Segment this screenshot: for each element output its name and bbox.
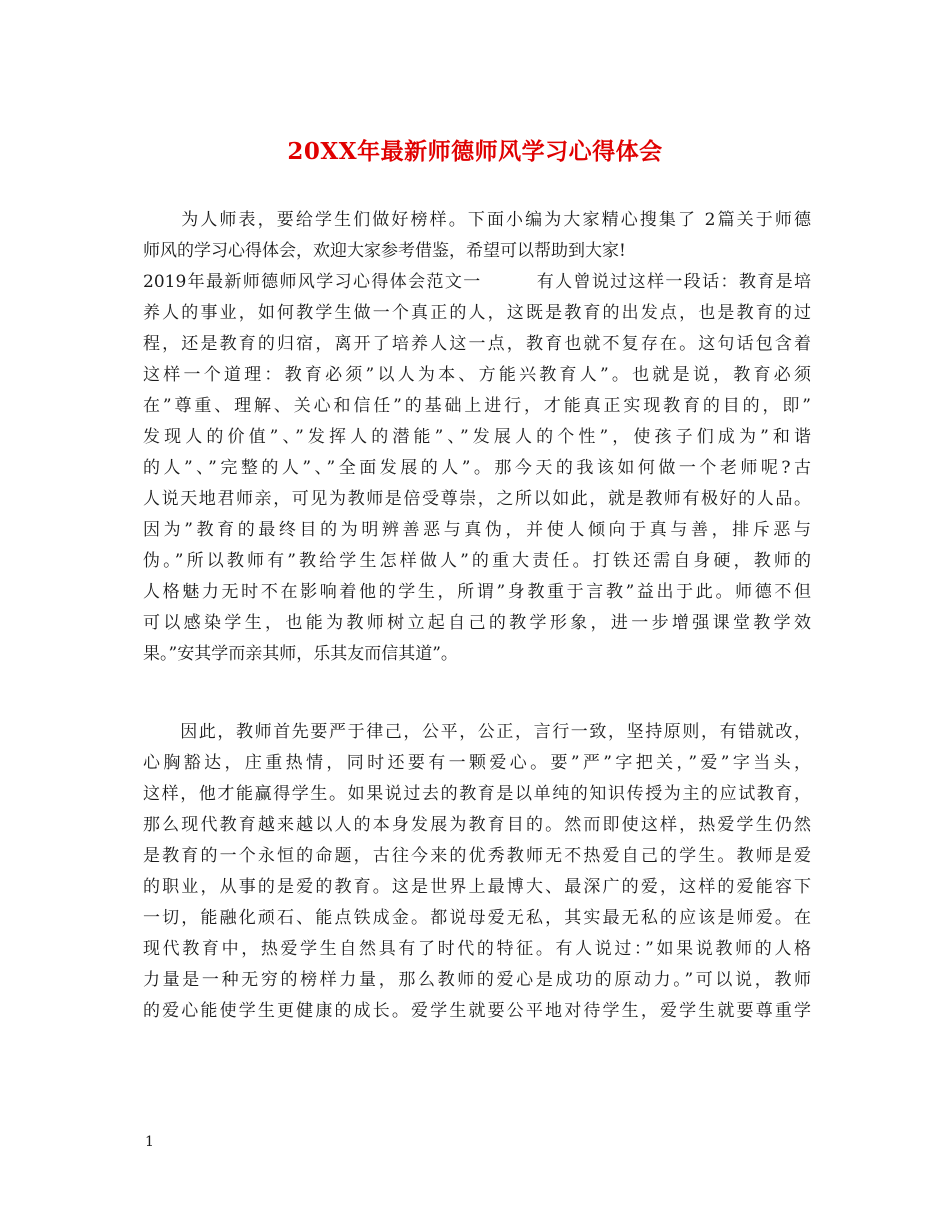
- text-line: 力量是一种无穷的榜样力量，那么教师的爱心是成功的原动力。”可以说，教师: [143, 970, 811, 990]
- text-line: 人说天地君师亲，可见为教师是倍受尊崇，之所以如此，就是教师有极好的人品。: [143, 489, 811, 509]
- text-line: 师风的学习心得体会，欢迎大家参考借鉴，希望可以帮助到大家!: [143, 241, 626, 261]
- text-line: 一切，能融化顽石、能点铁成金。都说母爱无私，其实最无私的应该是师爱。在: [143, 908, 811, 928]
- text-line: 的职业，从事的是爱的教育。这是世界上最博大、最深广的爱，这样的爱能容下: [143, 877, 811, 897]
- text-line: 那么现代教育越来越以人的本身发展为教育目的。然而即使这样，热爱学生仍然: [143, 815, 811, 835]
- intro-paragraph: [143, 205, 811, 267]
- text-line: 程，还是教育的归宿，离开了培养人这一点，教育也就不复存在。这句话包含着: [143, 334, 811, 354]
- page-number: 1: [145, 1134, 154, 1150]
- text-line: 因为”教育的最终目的为明辨善恶与真伪，并使人倾向于真与善，排斥恶与: [143, 520, 811, 540]
- text-line: 这样一个道理：教育必须”以人为本、方能兴教育人”。也就是说，教育必须: [143, 365, 811, 385]
- text-line: 果。”安其学而亲其师，乐其友而信其道”。: [143, 644, 458, 664]
- text-line: 的爱心能使学生更健康的成长。爱学生就要公平地对待学生，爱学生就要尊重学: [143, 1001, 811, 1021]
- text-line: 发现人的价值”、”发挥人的潜能”、”发展人的个性”，使孩子们成为”和谐: [143, 427, 811, 447]
- text-line: 这样，他才能赢得学生。如果说过去的教育是以单纯的知识传授为主的应试教育，: [143, 784, 811, 804]
- text-line: 的人”、”完整的人”、”全面发展的人”。那今天的我该如何做一个老师呢?古: [143, 458, 811, 478]
- text-line: 心胸豁达，庄重热情，同时还要有一颗爱心。要”严”字把关，”爱”字当头，: [143, 753, 811, 773]
- body-paragraph-1: [143, 267, 811, 670]
- text-line: 现代教育中，热爱学生自然具有了时代的特征。有人说过：”如果说教师的人格: [143, 939, 811, 959]
- text-line: 可以感染学生，也能为教师树立起自己的教学形象，进一步增强课堂教学效: [143, 613, 811, 633]
- text-line: 因此，教师首先要严于律己，公平，公正，言行一致，坚持原则，有错就改，: [143, 722, 811, 742]
- text-line: 在”尊重、理解、关心和信任”的基础上进行，才能真正实现教育的目的，即”: [143, 396, 811, 416]
- body-paragraph-2: [143, 717, 811, 1027]
- text-line: 人格魅力无时不在影响着他的学生，所谓”身教重于言教”益出于此。师德不但: [143, 582, 811, 602]
- text-line: 是教育的一个永恒的命题，古往今来的优秀教师无不热爱自己的学生。教师是爱: [143, 846, 811, 866]
- text-line: 2019年最新师德师风学习心得体会范文一 有人曾说过这样一段话：教育是培: [143, 272, 811, 292]
- document-title: 20XX年最新师德师风学习心得体会: [287, 138, 663, 165]
- text-line: 养人的事业，如何教学生做一个真正的人，这既是教育的出发点，也是教育的过: [143, 303, 811, 323]
- text-line: 为人师表，要给学生们做好榜样。下面小编为大家精心搜集了 2篇关于师德: [143, 210, 811, 230]
- text-line: 伪。”所以教师有”教给学生怎样做人”的重大责任。打铁还需自身硬，教师的: [143, 551, 811, 571]
